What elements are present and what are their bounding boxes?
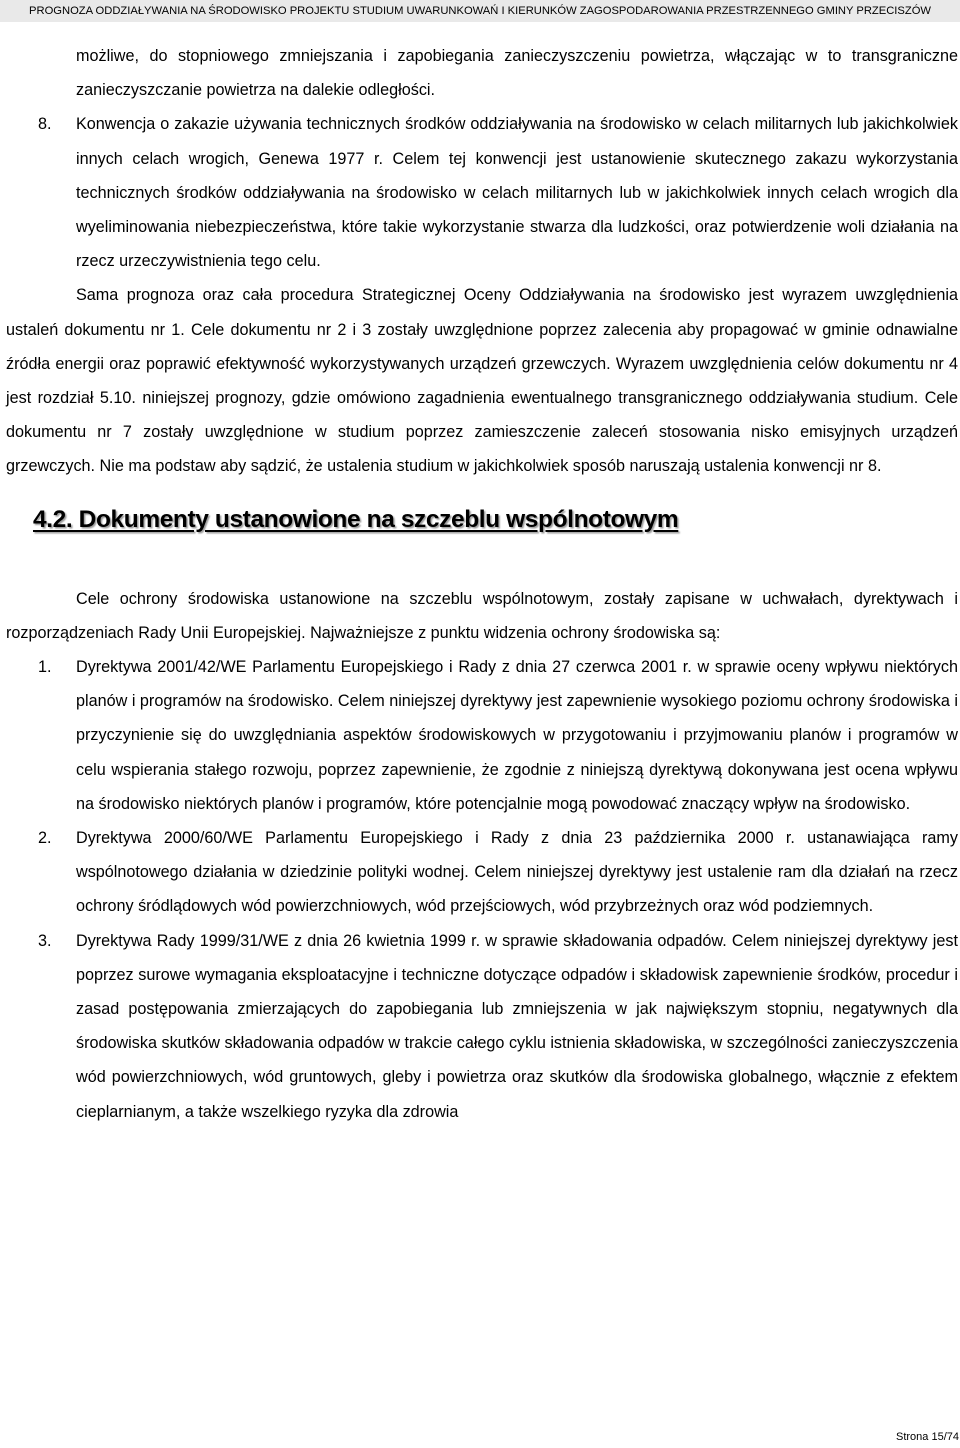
summary-paragraph: Sama prognoza oraz cała procedura Strategicznej Oceny Oddziaływania na środowisko jest wyrazem uwzględnienia ustaleń dokumentu nr 1. Cele dokumentu nr 2 i 3 zostały uwzględnione poprzez zalecenia aby propagować w gminie odnawialne źródła energii oraz poprawić efektywność wykorzystywanych urządzeń grzewczych. Wyrazem uwzględnienia celów dokumentu nr 4 jest rozdział 5.10. niniejszej prognozy, gdzie omówiono zagadnienia ewentualnego transgranicznego oddziaływania studium. Cele dokumentu nr 7 zostały uwzględnione w studium poprzez zamieszczenie zaleceń stosowania nisko emisyjnych urządzeń grzewczych. Nie ma podstaw aby sądzić, że ustalenia studium w jakichkolwiek sposób naruszają ustalenia konwencji nr 8. xyxy=(6,286,958,476)
list-number: 8. xyxy=(38,115,52,134)
list-number: 3. xyxy=(38,931,52,950)
document-body xyxy=(6,39,958,1129)
list-item-convention-8 xyxy=(6,107,958,278)
list-item-text: Konwencja o zakazie używania technicznych środków oddziaływania na środowisko w celach militarnych lub jakichkolwiek innych celach wrogich, Genewa 1977 r. Celem tej konwencji jest ustanowienie skutecznego zakazu wykorzystania technicznych środków oddziaływania na środowisko w celach militarnych lub w jakichkolwiek innych celach wrogich dla wyeliminowania niebezpieczeństwa, które takie wykorzystanie stwarza dla ludzkości, oraz potwierdzenie woli działania na rzecz urzeczywistnienia tego celu. xyxy=(76,115,958,271)
running-header-title: PROGNOZA ODDZIAŁYWANIA NA ŚRODOWISKO PROJEKTU STUDIUM UWARUNKOWAŃ I KIERUNKÓW ZAGOSPODAROWANIA PRZESTRZENNEGO GMINY PRZECISZÓW xyxy=(29,5,931,17)
list-item-directive-1 xyxy=(6,650,958,821)
list-item-directive-2 xyxy=(6,821,958,924)
list-number: 1. xyxy=(38,658,52,677)
list-item-text: Dyrektywa Rady 1999/31/WE z dnia 26 kwietnia 1999 r. w sprawie składowania odpadów. Celem niniejszej dyrektywy jest poprzez surowe wymagania eksploatacyjne i techniczne dotyczące odpadów i składowisk zapewnienie środków, procedur i zasad postępowania zmierzających do zapobiegania lub zmniejszenia w jak największym stopniu, negatywnych dla środowiska skutków składowania odpadów w trakcie całego cyklu istnienia składowiska, w szczególności zanieczyszczenia wód powierzchniowych, wód gruntowych, gleby i powietrza oraz skutków dla środowiska globalnego, włącznie z efektem cieplarnianym, a także wszelkiego ryzyka dla zdrowia xyxy=(76,931,958,1121)
list-item-directive-3 xyxy=(6,924,958,1129)
page-number: Strona 15/74 xyxy=(896,1431,959,1443)
continuation-paragraph: możliwe, do stopniowego zmniejszania i zapobiegania zanieczyszczeniu powietrza, włączając w to transgraniczne zanieczyszczanie powietrza na dalekie odległości. xyxy=(76,47,958,100)
list-item-text: Dyrektywa 2000/60/WE Parlamentu Europejskiego i Rady z dnia 23 października 2000 r. ustanawiająca ramy wspólnotowego działania w dziedzinie polityki wodnej. Celem niniejszej dyrektywy jest ustalenie ram dla działań na rzecz ochrony śródlądowych wód powierzchniowych, wód przejściowych, wód przybrzeżnych oraz wód podziemnych. xyxy=(76,829,958,916)
list-item-text: Dyrektywa 2001/42/WE Parlamentu Europejskiego i Rady z dnia 27 czerwca 2001 r. w sprawie oceny wpływu niektórych planów i programów na środowisko. Celem niniejszej dyrektywy jest zapewnienie wysokiego poziomu ochrony środowiska i przyczynienie się do uwzględniania aspektów środowiskowych w przygotowaniu i przyjmowaniu planów i programów w celu wspierania stałego rozwoju, poprzez zapewnienie, że zgodnie z niniejszą dyrektywą dokonywana jest ocena wpływu na środowisko niektórych planów i programów, które potencjalnie mogą powodować znaczący wpływ na środowisko. xyxy=(76,658,958,813)
section-heading: 4.2. Dokumenty ustanowione na szczeblu wspólnotowym xyxy=(33,505,679,533)
list-number: 2. xyxy=(38,829,52,848)
running-header xyxy=(0,0,960,22)
section-intro-paragraph: Cele ochrony środowiska ustanowione na szczeblu wspólnotowym, zostały zapisane w uchwałach, dyrektywach i rozporządzeniach Rady Unii Europejskiej. Najważniejsze z punktu widzenia ochrony środowiska są: xyxy=(6,589,958,642)
